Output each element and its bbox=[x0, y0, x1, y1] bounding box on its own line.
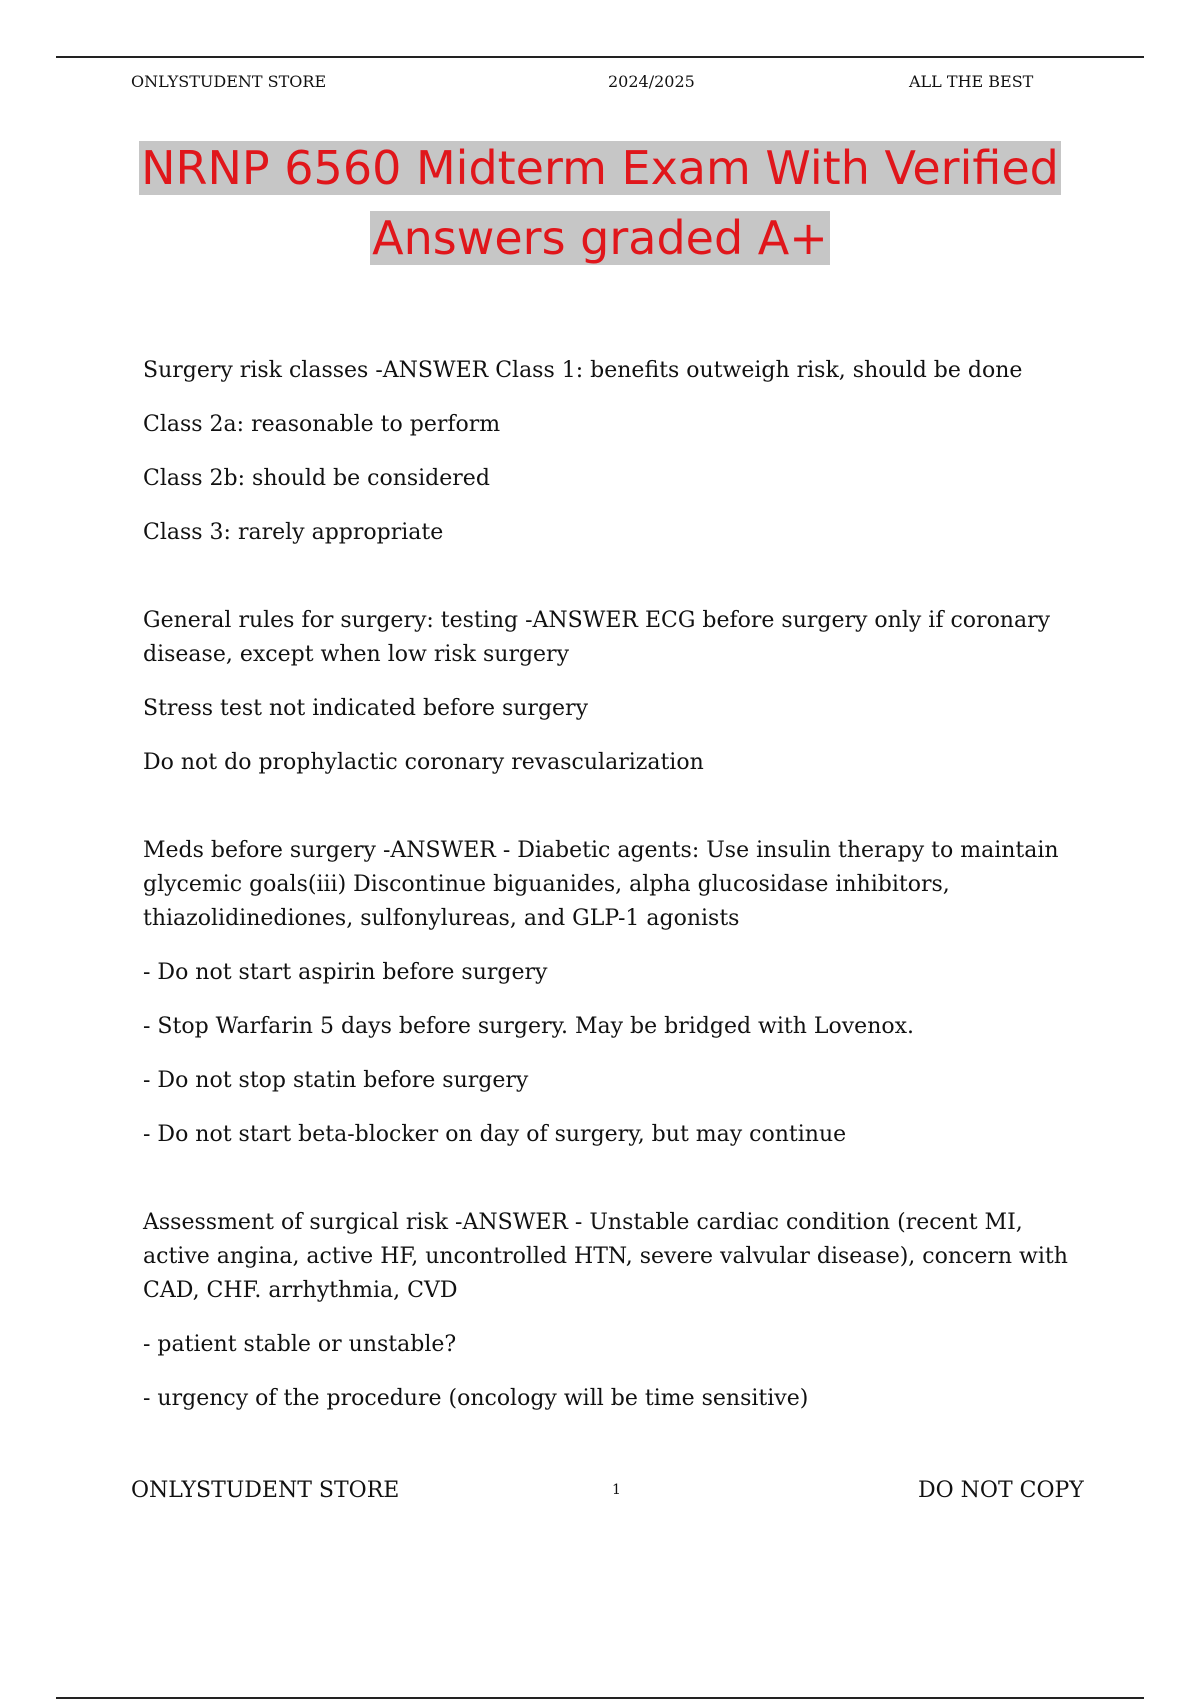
paragraph: Class 2b: should be considered bbox=[143, 466, 490, 491]
title-line-1: NRNP 6560 Midterm Exam With Verified bbox=[141, 141, 1059, 195]
qa-section-assessment-surgical-risk bbox=[143, 1206, 1073, 1416]
footer-notice: DO NOT COPY bbox=[918, 1478, 1084, 1503]
paragraph: General rules for surgery: testing -ANSWER ECG before surgery only if coronary disease, except when low risk surgery bbox=[143, 608, 1051, 667]
header-year: 2024/2025 bbox=[608, 72, 695, 91]
paragraph: - Do not stop statin before surgery bbox=[143, 1068, 529, 1093]
paragraph: Class 3: rarely appropriate bbox=[143, 520, 444, 545]
header-store-name: ONLYSTUDENT STORE bbox=[131, 72, 327, 91]
paragraph: Meds before surgery -ANSWER - Diabetic agents: Use insulin therapy to maintain glycemic goals(iii) Discontinue biguanides, alpha glucosidase inhibitors, thiazolidinediones, sulfonylureas, and GLP-1 agonists bbox=[143, 838, 1059, 931]
paragraph: - patient stable or unstable? bbox=[143, 1332, 457, 1357]
paragraph: - Stop Warfarin 5 days before surgery. May be bridged with Lovenox. bbox=[143, 1014, 915, 1039]
header-rule bbox=[56, 56, 1144, 58]
footer-store-name: ONLYSTUDENT STORE bbox=[131, 1478, 400, 1503]
title-line-2: Answers graded A+ bbox=[372, 211, 828, 265]
document-body bbox=[143, 354, 1073, 1470]
qa-section-surgery-risk-classes bbox=[143, 354, 1073, 550]
page-number: 1 bbox=[612, 1482, 621, 1498]
paragraph: - Do not start beta-blocker on day of surgery, but may continue bbox=[143, 1122, 847, 1147]
header-tagline: ALL THE BEST bbox=[909, 72, 1034, 91]
paragraph: Do not do prophylactic coronary revascularization bbox=[143, 750, 704, 775]
paragraph: - urgency of the procedure (oncology will be time sensitive) bbox=[143, 1386, 809, 1411]
footer-rule bbox=[56, 1697, 1144, 1699]
qa-section-meds-before-surgery bbox=[143, 834, 1073, 1152]
qa-section-general-rules-testing bbox=[143, 604, 1073, 780]
document-title bbox=[0, 140, 1200, 266]
paragraph: Class 2a: reasonable to perform bbox=[143, 412, 501, 437]
paragraph: Assessment of surgical risk -ANSWER - Unstable cardiac condition (recent MI, active angina, active HF, uncontrolled HTN, severe valvular disease), concern with CAD, CHF. arrhythmia, CVD bbox=[143, 1210, 1068, 1303]
page-footer bbox=[0, 1478, 1200, 1506]
paragraph: - Do not start aspirin before surgery bbox=[143, 960, 548, 985]
page-header bbox=[0, 72, 1200, 96]
paragraph: Surgery risk classes -ANSWER Class 1: benefits outweigh risk, should be done bbox=[143, 358, 1023, 383]
paragraph: Stress test not indicated before surgery bbox=[143, 696, 588, 721]
